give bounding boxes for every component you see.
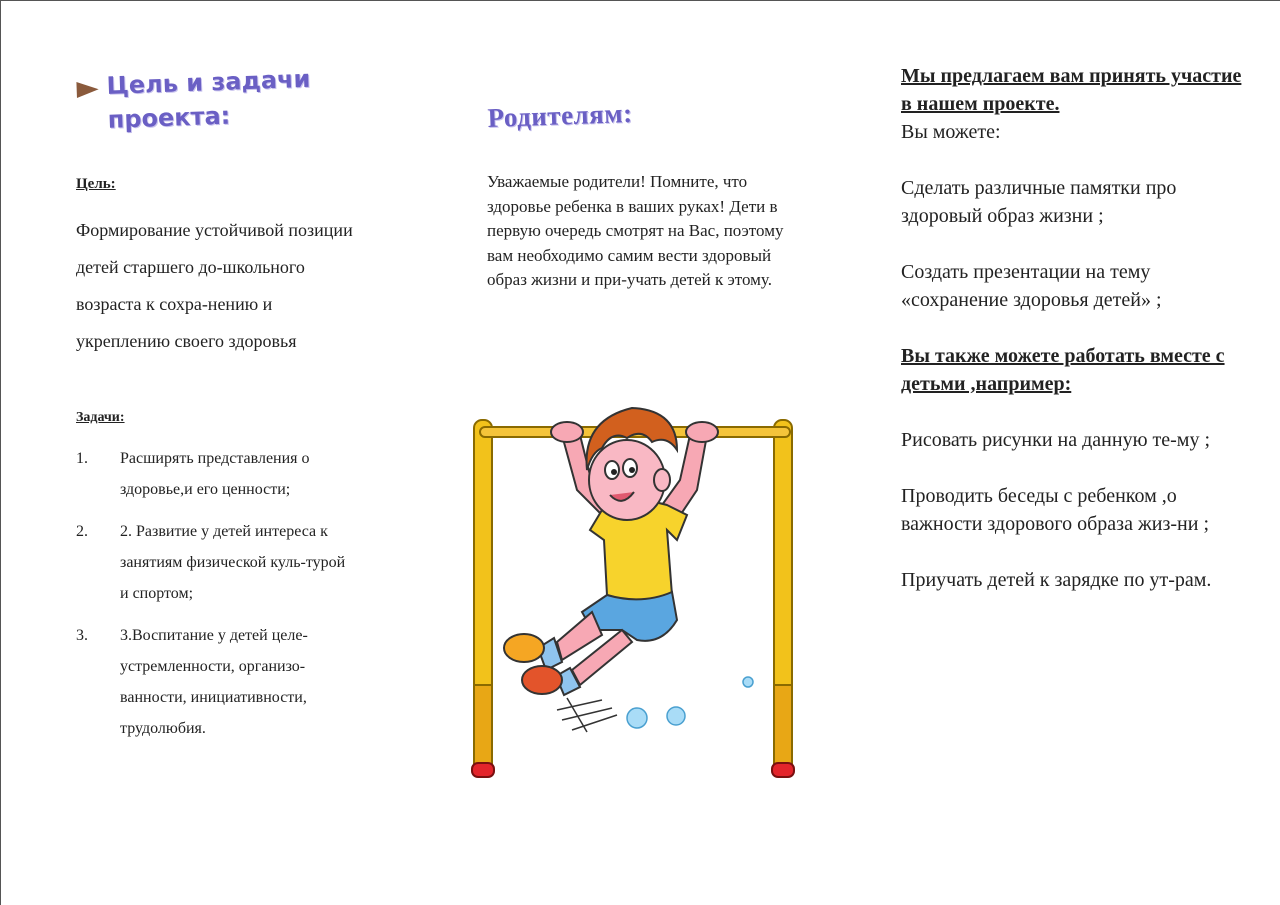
list-item-number: 2. [76,523,88,540]
work-with-children-heading: Вы также можете работать вместе с детьми ,например: [901,345,1225,395]
offer-item-presentation: Создать презентации на тему «сохранение здоровья детей» ; [901,261,1162,311]
dust-puff-icons [627,677,753,728]
goals-title [76,60,378,138]
column-goals [76,64,376,138]
tasks-list [76,443,366,755]
list-item [76,516,366,609]
goal-text: Формирование устойчивой позиции детей старшего до-школьного возраста к сохра-нению и укреплению своего здоровья [76,220,353,351]
list-item-text: 3.Воспитание у детей целе-устремленности, организо-ванности, инициативности, трудолюбия. [120,627,308,737]
offer-item-conversations: Проводить беседы с ребенком ,о важности здорового образа жиз-ни ; [901,485,1209,535]
arrow-bullet-icon [76,81,99,98]
list-item-text: 2. Развитие у детей интереса к занятиям физической куль-турой и спортом; [120,523,346,602]
right-post-icon [772,420,794,777]
list-item [76,620,366,744]
boy-figure-icon [504,408,718,695]
motion-lines-icon [557,698,617,732]
list-item [76,443,366,505]
participation-heading: Мы предлагаем вам принять участие в нашем проекте. [901,65,1242,115]
goals-title-text: Цель и задачи проекта: [106,64,311,134]
goal-label: Цель: [76,176,116,192]
parents-title: Родителям: [487,97,634,133]
offer-item-memo: Сделать различные памятки про здоровый образ жизни ; [901,177,1177,227]
offer-item-drawings: Рисовать рисунки на данную те-му ; [901,429,1211,451]
boy-on-bar-illustration [462,380,812,790]
list-item-number: 3. [76,627,88,644]
column-participation [901,62,1246,594]
offer-item-exercise: Приучать детей к зарядке по ут-рам. [901,569,1212,591]
left-post-icon [472,420,494,777]
list-item-text: Расширять представления о здоровье,и его ценности; [120,450,310,498]
parents-text: Уважаемые родители! Помните, что здоровье ребенка в ваших руках! Дети в первую очередь смотрят на Вас, поэтому вам необходимо самим вести здоровый образ жизни и при-учать детей к этому. [487,172,784,289]
list-item-number: 1. [76,450,88,467]
you-can-text: Вы можете: [901,121,1001,143]
tasks-label: Задачи: [76,410,125,425]
